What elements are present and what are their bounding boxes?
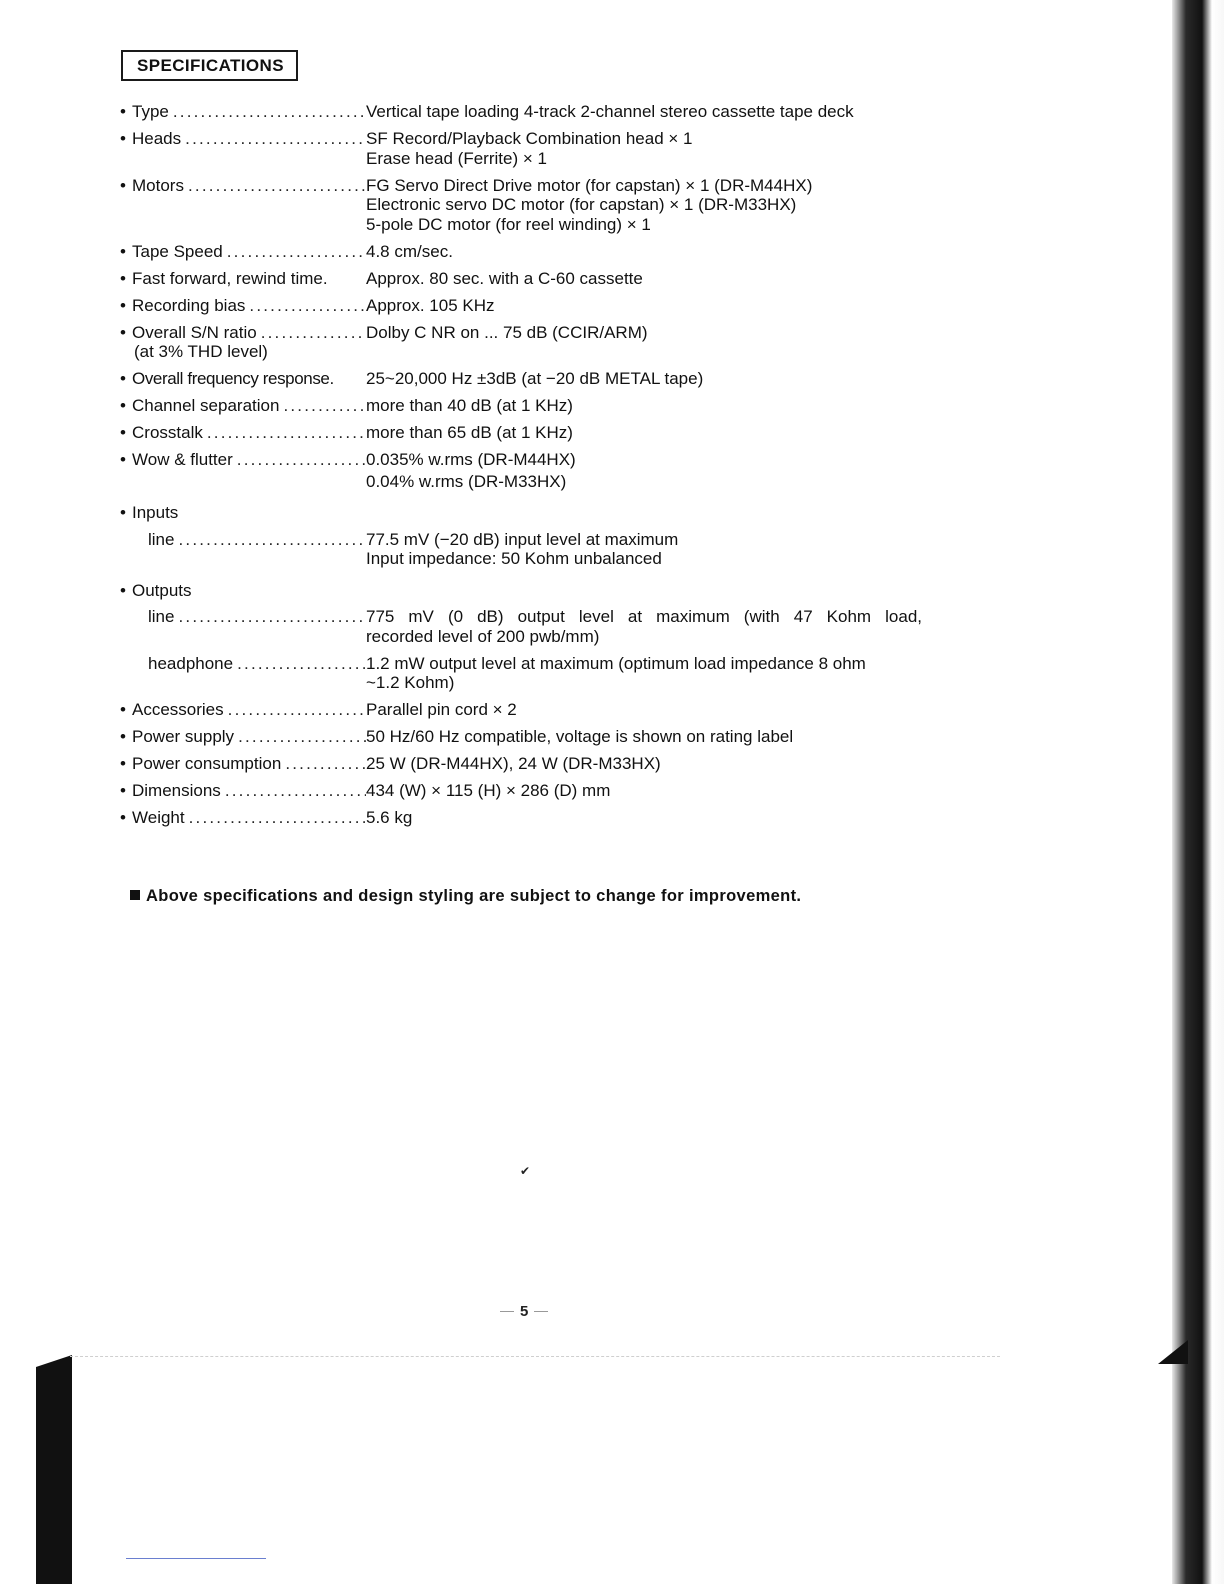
spec-value: 5.6 kg	[366, 808, 413, 827]
spec-row-type: • Type ..... Vertical tape loading 4-track 2-channel stereo cassette tape deck	[120, 102, 940, 122]
spec-value: 0.04% w.rms (DR-M33HX)	[366, 471, 567, 491]
spec-value: 77.5 mV (−20 dB) input level at maximum	[366, 529, 679, 549]
spec-row-dimensions: • Dimensions ..... 434 (W) × 115 (H) × 286 (D) mm	[120, 781, 940, 801]
spec-value: 0.035% w.rms (DR-M44HX)	[366, 450, 576, 469]
spec-value: 4.8 cm/sec.	[366, 241, 453, 261]
spec-label: Inputs	[132, 503, 179, 522]
spec-row-recording-bias: • Recording bias ..... Approx. 105 KHz	[120, 296, 940, 316]
spec-label: Fast forward, rewind time.	[132, 268, 328, 288]
spec-value: Parallel pin cord × 2	[366, 700, 517, 719]
ink-smudge: ✔	[520, 1164, 531, 1178]
spec-label: Dimensions	[132, 781, 221, 800]
spec-label: line	[148, 529, 175, 549]
spec-value: FG Servo Direct Drive motor (for capstan) × 1 (DR-M44HX)	[366, 175, 813, 195]
spec-group-inputs: • Inputs	[120, 503, 179, 522]
spec-value: more than 65 dB (at 1 KHz)	[366, 423, 573, 442]
spec-row-heads: • Heads ..... SF Record/Playback Combination head × 1 Erase head (Ferrite) × 1	[120, 129, 940, 168]
spec-row-channel-separation: • Channel separation ..... more than 40 dB (at 1 KHz)	[120, 396, 940, 416]
spec-label: Motors	[132, 175, 184, 195]
spec-value: recorded level of 200 pwb/mm)	[366, 626, 600, 646]
spec-label: Wow & flutter	[132, 450, 233, 469]
scan-mark	[126, 1558, 266, 1559]
spec-value: Approx. 80 sec. with a C-60 cassette	[366, 268, 643, 288]
spec-row-fast-forward: • Fast forward, rewind time. Approx. 80 sec. with a C-60 cassette	[120, 269, 940, 289]
square-bullet-icon	[130, 890, 140, 900]
section-title: SPECIFICATIONS	[121, 50, 298, 81]
spec-value: 25 W (DR-M44HX), 24 W (DR-M33HX)	[366, 754, 661, 773]
spec-value: Approx. 105 KHz	[366, 295, 495, 315]
spec-label: Recording bias	[132, 295, 246, 315]
scan-edge-right	[1172, 0, 1224, 1584]
spec-row-accessories: • Accessories ..... Parallel pin cord × 2	[120, 700, 940, 720]
spec-value: 434 (W) × 115 (H) × 286 (D) mm	[366, 781, 611, 800]
spec-label: Power consumption	[132, 754, 282, 773]
spec-value: Erase head (Ferrite) × 1	[366, 148, 547, 168]
spec-row-outputs-line	[120, 607, 940, 646]
spec-value: more than 40 dB (at 1 KHz)	[366, 396, 573, 415]
spec-row-motors: • Motors ..... FG Servo Direct Drive motor (for capstan) × 1 (DR-M44HX) Electronic servo DC motor (for capstan) × 1 (DR-M33HX) 5-pole DC motor (for reel winding) × 1	[120, 176, 940, 235]
spec-sublabel: (at 3% THD level)	[134, 342, 268, 361]
spec-label: Type	[132, 102, 169, 121]
spec-value: 775 mV (0 dB) output level at maximum (with 47 Kohm load,	[366, 607, 922, 626]
spec-list	[120, 102, 940, 835]
spec-label: Accessories	[132, 700, 224, 719]
spec-label: Outputs	[132, 580, 192, 600]
notice-text: Above specifications and design styling are subject to change for improvement.	[146, 887, 802, 905]
spec-value: 1.2 mW output level at maximum (optimum load impedance 8 ohm	[366, 653, 866, 673]
spec-group-outputs: • Outputs	[120, 580, 192, 600]
spec-row-outputs-headphone	[120, 654, 940, 693]
spec-row-tape-speed: • Tape Speed ..... 4.8 cm/sec.	[120, 242, 940, 262]
spec-row-crosstalk: • Crosstalk ..... more than 65 dB (at 1 KHz)	[120, 423, 940, 443]
spec-label: Crosstalk	[132, 423, 203, 442]
spec-value: SF Record/Playback Combination head × 1	[366, 129, 693, 148]
notice	[130, 887, 801, 906]
scan-edge-left	[36, 1355, 72, 1584]
spec-row-power-supply: • Power supply ..... 50 Hz/60 Hz compatible, voltage is shown on rating label	[120, 727, 940, 747]
spec-label: line	[148, 607, 175, 626]
spec-label: Heads	[132, 129, 182, 148]
spec-value: Electronic servo DC motor (for capstan) × 1 (DR-M33HX)	[366, 195, 797, 214]
page-number	[494, 1303, 554, 1320]
spec-label: Overall frequency response.	[132, 369, 334, 388]
spec-label: Channel separation	[132, 396, 280, 415]
spec-row-weight: • Weight ..... 5.6 kg	[120, 808, 940, 828]
spec-value: Input impedance: 50 Kohm unbalanced	[366, 549, 662, 568]
spec-row-frequency-response: • Overall frequency response. 25~20,000 Hz ±3dB (at −20 dB METAL tape)	[120, 369, 940, 389]
spec-value: Dolby C NR on ... 75 dB (CCIR/ARM)	[366, 322, 648, 342]
spec-row-inputs-line	[120, 530, 940, 569]
page-number-text: 5	[520, 1303, 529, 1320]
fold-line	[70, 1356, 1000, 1357]
spec-value: 5-pole DC motor (for reel winding) × 1	[366, 214, 651, 234]
spec-label: headphone	[148, 653, 234, 673]
spec-row-power-consumption: • Power consumption ..... 25 W (DR-M44HX), 24 W (DR-M33HX)	[120, 754, 940, 774]
spec-row-sn-ratio: • Overall S/N ratio ..... (at 3% THD level) Dolby C NR on ... 75 dB (CCIR/ARM)	[120, 323, 940, 362]
spec-value: Vertical tape loading 4-track 2-channel stereo cassette tape deck	[366, 102, 854, 121]
spec-value: 25~20,000 Hz ±3dB (at −20 dB METAL tape)	[366, 369, 704, 388]
spec-value: 50 Hz/60 Hz compatible, voltage is shown on rating label	[366, 727, 794, 746]
spec-label: Overall S/N ratio	[132, 322, 257, 342]
spec-label: Tape Speed	[132, 241, 223, 261]
spec-row-wow-flutter: • Wow & flutter ..... 0.035% w.rms (DR-M44HX) 0.04% w.rms (DR-M33HX)	[120, 450, 940, 491]
spec-label: Power supply	[132, 727, 235, 746]
spec-label: Weight	[132, 808, 185, 827]
spec-value: ~1.2 Kohm)	[366, 673, 455, 692]
